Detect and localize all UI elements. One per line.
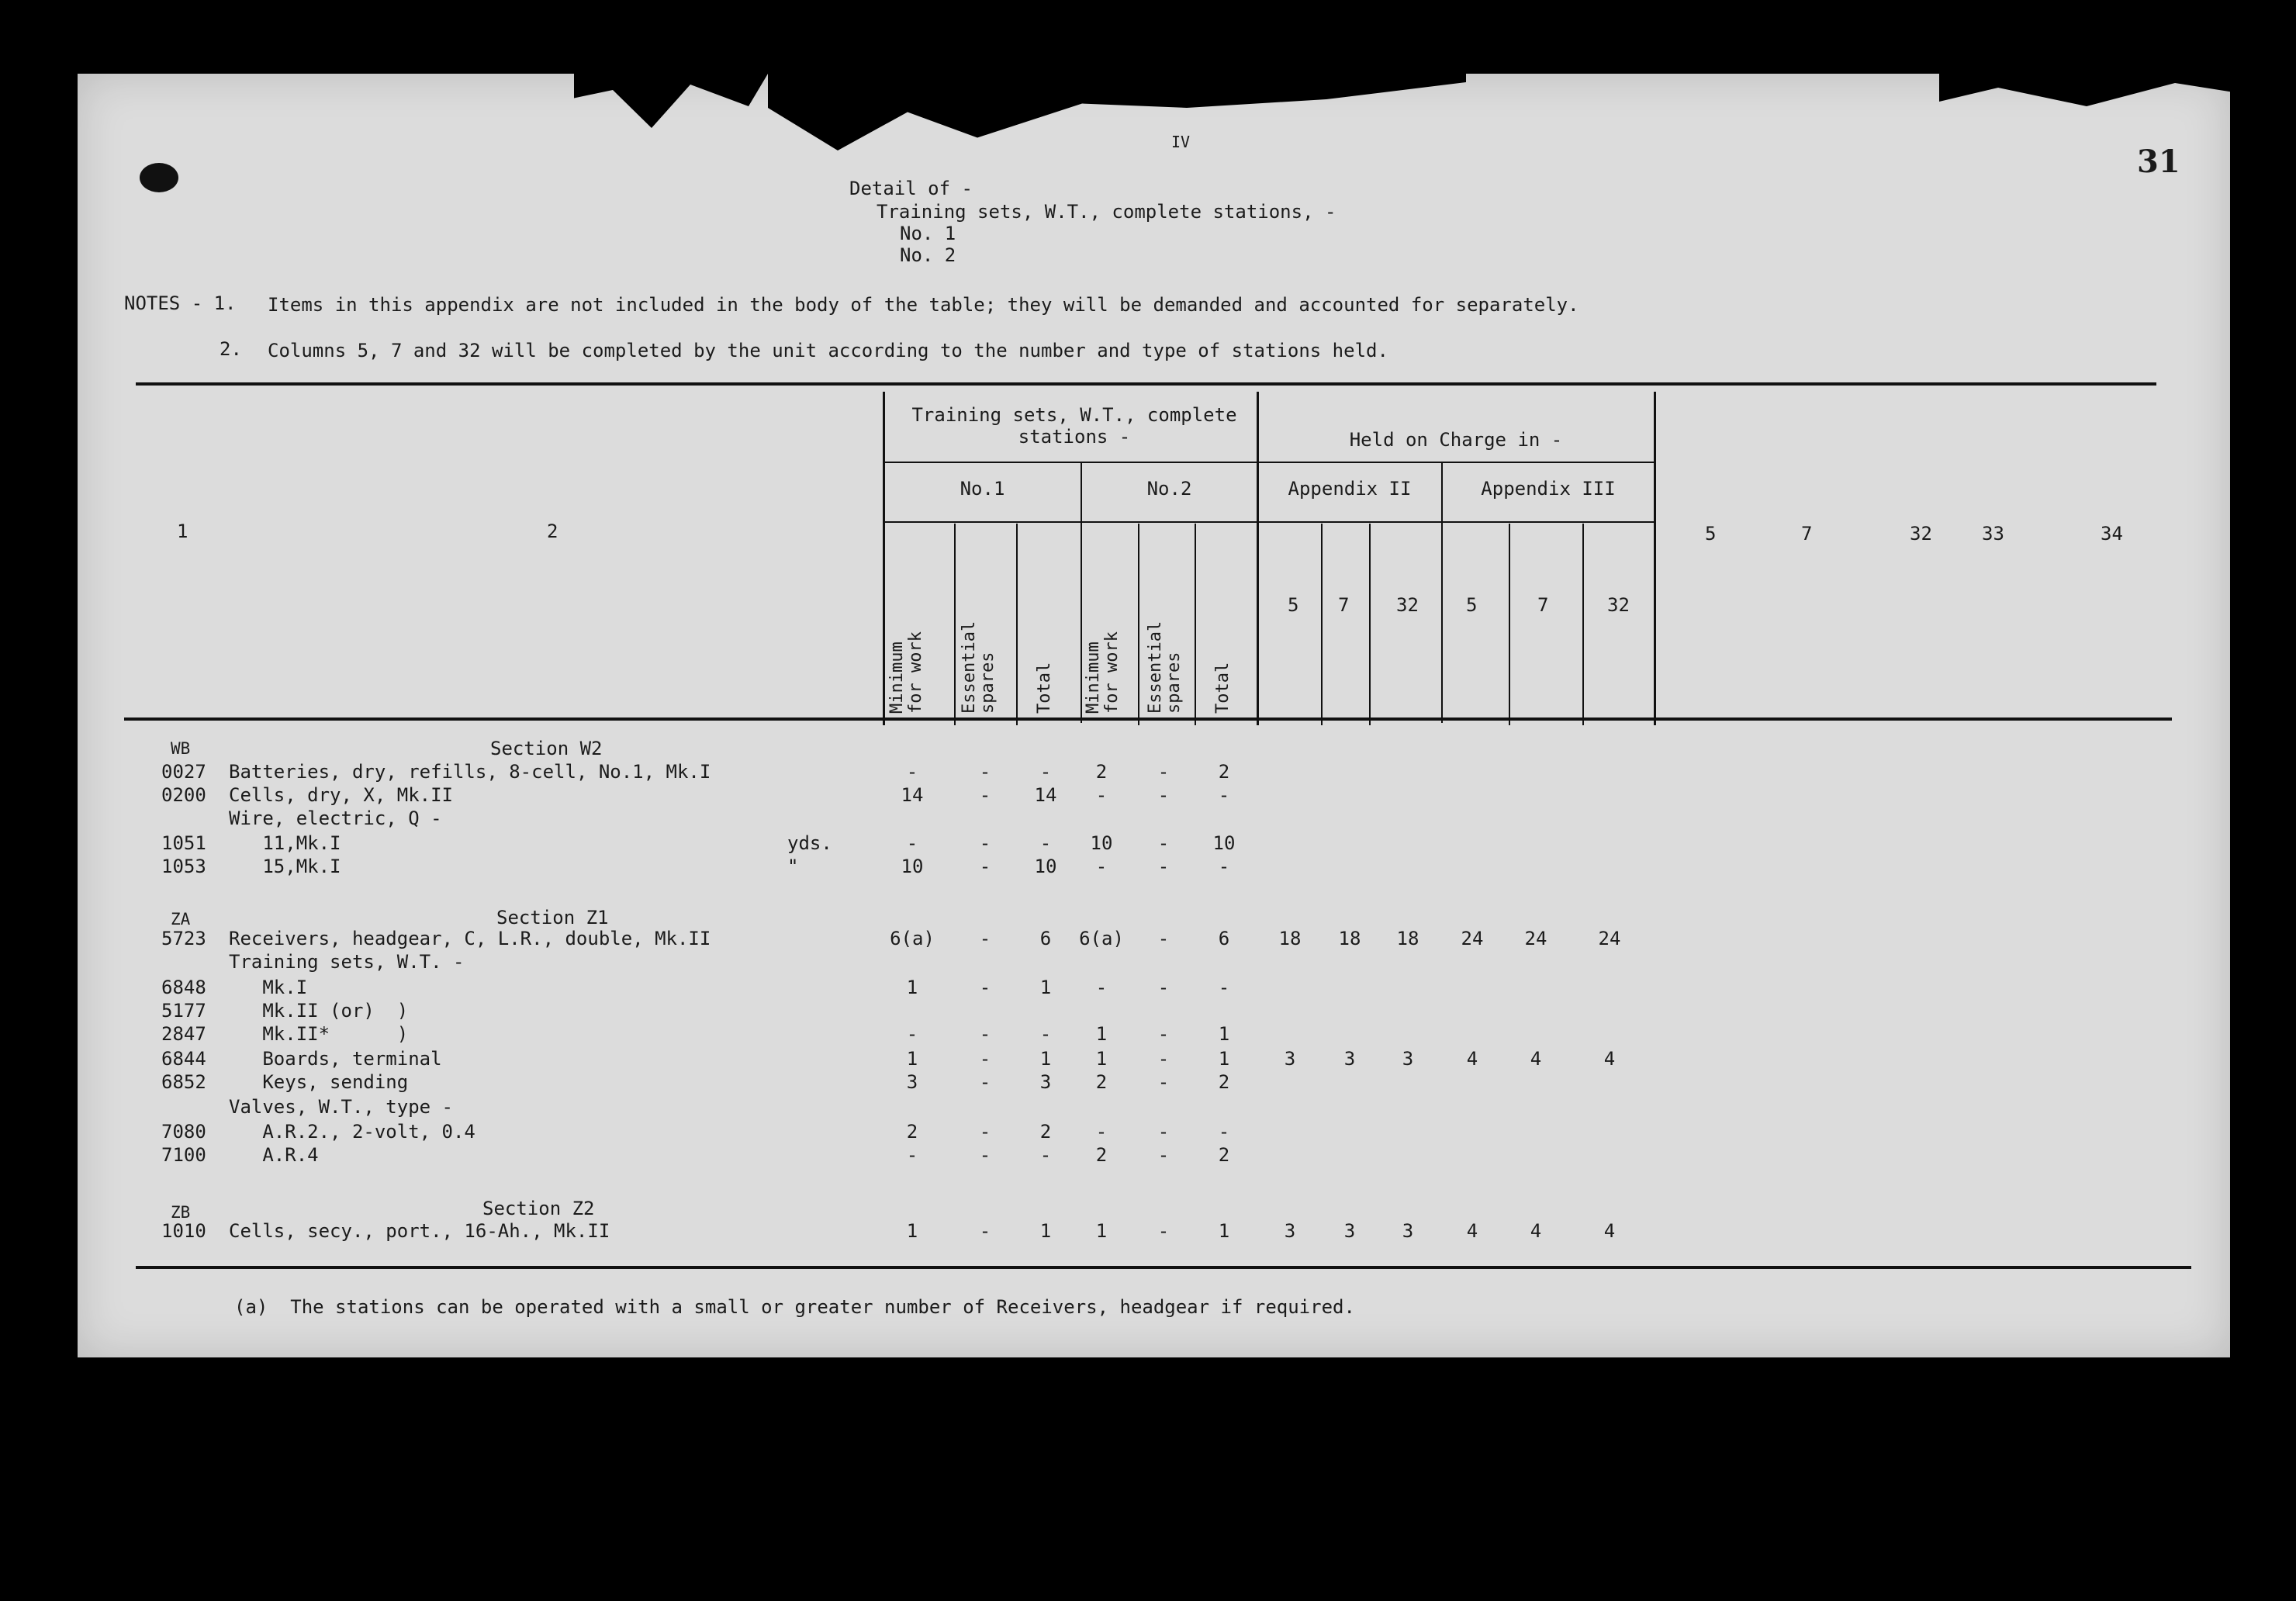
quantity-cell: 2 <box>1218 761 1230 783</box>
appendix-2-header: Appendix II <box>1288 478 1412 500</box>
app2-col-7: 7 <box>1338 594 1350 616</box>
held-quantity-cell: 4 <box>1603 1220 1616 1242</box>
quantity-cell: - <box>1095 856 1108 877</box>
quantity-cell: 2 <box>906 1121 918 1143</box>
column-1-header: 1 <box>177 520 188 542</box>
column-rule <box>1138 524 1139 725</box>
quantity-cell: - <box>1157 928 1170 949</box>
item-description: 11,Mk.I <box>229 832 341 854</box>
column-rule <box>1582 524 1584 725</box>
held-quantity-cell: 4 <box>1603 1048 1616 1070</box>
column-rule <box>1654 392 1656 725</box>
quantity-cell: - <box>1218 856 1230 877</box>
quantity-cell: - <box>1157 856 1170 877</box>
quantity-cell: 2 <box>1095 761 1108 783</box>
quantity-cell: - <box>979 761 991 783</box>
column-rule <box>1441 463 1443 723</box>
held-quantity-cell: 3 <box>1284 1048 1296 1070</box>
page-number: 31 <box>2137 144 2180 180</box>
ink-blot <box>140 163 178 192</box>
appendix-3-header: Appendix III <box>1481 478 1616 500</box>
quantity-cell: 1 <box>1218 1048 1230 1070</box>
quantity-cell: 1 <box>1095 1023 1108 1045</box>
top-mark: IV <box>1171 133 1191 151</box>
quantity-cell: 1 <box>1039 1048 1052 1070</box>
quantity-cell: 10 <box>1034 856 1057 877</box>
quantity-cell: 3 <box>1039 1071 1052 1093</box>
held-quantity-cell: 24 <box>1461 928 1484 949</box>
item-code: 1051 <box>161 832 206 854</box>
quantity-cell: 6 <box>1218 928 1230 949</box>
quantity-cell: - <box>1157 1144 1170 1166</box>
quantity-cell: 6(a) <box>890 928 935 949</box>
quantity-cell: - <box>979 1023 991 1045</box>
quantity-cell: - <box>1157 1071 1170 1093</box>
quantity-cell: 10 <box>1090 832 1113 854</box>
app2-col-5: 5 <box>1288 594 1299 616</box>
total-header: Total <box>1213 662 1233 714</box>
quantity-cell: - <box>906 761 918 783</box>
app3-col-5: 5 <box>1466 594 1478 616</box>
quantity-cell: - <box>1039 832 1052 854</box>
quantity-cell: - <box>979 784 991 806</box>
held-group-header: Held on Charge in - <box>1349 429 1563 451</box>
quantity-cell: - <box>979 977 991 998</box>
training-group-header: Training sets, W.T., complete <box>911 404 1237 426</box>
footnote: (a) The stations can be operated with a small or greater number of Receivers, headgear if required. <box>234 1296 1355 1318</box>
item-description: Cells, secy., port., 16-Ah., Mk.II <box>229 1220 610 1242</box>
column-rule <box>954 524 956 725</box>
item-code: 5723 <box>161 928 206 949</box>
column-rule <box>1369 524 1371 725</box>
quantity-cell: - <box>1095 977 1108 998</box>
total-header: Total <box>1035 662 1054 714</box>
quantity-cell: - <box>1157 1220 1170 1242</box>
table-bottom-rule <box>136 1266 2191 1269</box>
table-top-rule <box>136 382 2156 386</box>
quantity-cell: 14 <box>1034 784 1057 806</box>
item-description: A.R.4 <box>229 1144 319 1166</box>
quantity-cell: 2 <box>1218 1071 1230 1093</box>
min-for-work-header: Minimum for work <box>1084 631 1122 714</box>
quantity-cell: - <box>979 856 991 877</box>
held-quantity-cell: 24 <box>1524 928 1547 949</box>
section-code: WB <box>171 739 191 758</box>
app2-col-32: 32 <box>1396 594 1419 616</box>
quantity-cell: - <box>1218 977 1230 998</box>
item-code: 7080 <box>161 1121 206 1143</box>
item-description: Receivers, headgear, C, L.R., double, Mk.II <box>229 928 711 949</box>
held-quantity-cell: 18 <box>1278 928 1302 949</box>
column-34-header: 34 <box>2101 523 2123 545</box>
quantity-cell: 1 <box>1218 1220 1230 1242</box>
held-quantity-cell: 3 <box>1343 1220 1356 1242</box>
item-code: 6844 <box>161 1048 206 1070</box>
quantity-cell: 10 <box>901 856 924 877</box>
quantity-cell: 1 <box>1039 1220 1052 1242</box>
note-1: Items in this appendix are not included in the body of the table; they will be demanded and accounted for separately. <box>268 294 1579 316</box>
item-description: Mk.I <box>229 977 308 998</box>
quantity-cell: - <box>979 832 991 854</box>
quantity-cell: - <box>1157 832 1170 854</box>
essential-spares-header: Essential spares <box>1146 621 1184 714</box>
column-32-header: 32 <box>1910 523 1932 545</box>
held-quantity-cell: 18 <box>1396 928 1419 949</box>
section-code: ZB <box>171 1203 191 1222</box>
item-description: Boards, terminal <box>229 1048 442 1070</box>
quantity-cell: 1 <box>1039 977 1052 998</box>
quantity-cell: - <box>1095 1121 1108 1143</box>
no1-heading: No. 1 <box>900 223 956 244</box>
note-2: Columns 5, 7 and 32 will be completed by the unit according to the number and type of stations held. <box>268 340 1388 361</box>
section-title: Section W2 <box>490 738 603 759</box>
section-code: ZA <box>171 910 191 928</box>
held-quantity-cell: 4 <box>1466 1220 1478 1242</box>
quantity-cell: 1 <box>1218 1023 1230 1045</box>
quantity-cell: - <box>979 1144 991 1166</box>
item-code: 0027 <box>161 761 206 783</box>
column-7-header: 7 <box>1801 523 1813 545</box>
item-description: Mk.II (or) ) <box>229 1000 409 1022</box>
column-5-header: 5 <box>1705 523 1717 545</box>
essential-spares-header: Essential spares <box>960 621 998 714</box>
training-sets-heading: Training sets, W.T., complete stations, - <box>877 201 1336 223</box>
column-rule <box>1321 524 1323 725</box>
quantity-cell: - <box>979 1220 991 1242</box>
column-2-header: 2 <box>547 520 558 542</box>
quantity-cell: 1 <box>1095 1048 1108 1070</box>
held-quantity-cell: 24 <box>1598 928 1621 949</box>
quantity-cell: - <box>979 1071 991 1093</box>
quantity-cell: 1 <box>906 977 918 998</box>
header-bottom-rule <box>124 718 2172 721</box>
section-title: Section Z2 <box>482 1198 595 1219</box>
quantity-cell: 2 <box>1039 1121 1052 1143</box>
held-quantity-cell: 3 <box>1343 1048 1356 1070</box>
item-description: A.R.2., 2-volt, 0.4 <box>229 1121 475 1143</box>
quantity-cell: 1 <box>906 1048 918 1070</box>
note-2-number: 2. <box>220 338 242 360</box>
quantity-cell: 6 <box>1039 928 1052 949</box>
quantity-cell: - <box>1039 1023 1052 1045</box>
item-description: Valves, W.T., type - <box>229 1096 453 1118</box>
item-description: Keys, sending <box>229 1071 409 1093</box>
held-quantity-cell: 4 <box>1466 1048 1478 1070</box>
quantity-cell: - <box>1039 1144 1052 1166</box>
quantity-cell: - <box>979 1048 991 1070</box>
column-rule <box>1016 524 1018 725</box>
item-code: 1053 <box>161 856 206 877</box>
item-code: 5177 <box>161 1000 206 1022</box>
quantity-cell: 14 <box>901 784 924 806</box>
training-group-header-2: stations - <box>1018 426 1131 448</box>
column-rule <box>883 392 885 725</box>
quantity-cell: 6(a) <box>1079 928 1124 949</box>
notes-label: NOTES - 1. <box>124 292 237 314</box>
held-quantity-cell: 3 <box>1402 1048 1414 1070</box>
column-rule <box>1195 524 1196 725</box>
quantity-cell: - <box>1157 1023 1170 1045</box>
quantity-cell: - <box>906 1023 918 1045</box>
held-quantity-cell: 3 <box>1402 1220 1414 1242</box>
quantity-cell: 1 <box>1095 1220 1108 1242</box>
quantity-cell: - <box>1157 784 1170 806</box>
quantity-cell: - <box>1157 1121 1170 1143</box>
held-quantity-cell: 18 <box>1338 928 1361 949</box>
quantity-cell: - <box>1095 784 1108 806</box>
app3-col-7: 7 <box>1537 594 1549 616</box>
held-quantity-cell: 3 <box>1284 1220 1296 1242</box>
quantity-cell: - <box>1157 761 1170 783</box>
quantity-cell: - <box>979 1121 991 1143</box>
quantity-cell: - <box>1157 977 1170 998</box>
item-description: Wire, electric, Q - <box>229 807 442 829</box>
quantity-cell: - <box>979 928 991 949</box>
no2-header: No.2 <box>1146 478 1192 500</box>
column-33-header: 33 <box>1982 523 2004 545</box>
item-code: 2847 <box>161 1023 206 1045</box>
min-for-work-header: Minimum for work <box>887 631 925 714</box>
item-code: 6848 <box>161 977 206 998</box>
app3-col-32: 32 <box>1607 594 1630 616</box>
item-description: 15,Mk.I <box>229 856 341 877</box>
quantity-cell: - <box>906 1144 918 1166</box>
section-title: Section Z1 <box>496 907 609 928</box>
no1-header: No.1 <box>960 478 1005 500</box>
item-code: 6852 <box>161 1071 206 1093</box>
quantity-cell: 2 <box>1095 1071 1108 1093</box>
quantity-cell: - <box>1218 784 1230 806</box>
detail-of-heading: Detail of - <box>849 178 973 199</box>
item-code: 1010 <box>161 1220 206 1242</box>
held-quantity-cell: 4 <box>1530 1220 1542 1242</box>
quantity-cell: - <box>1157 1048 1170 1070</box>
quantity-cell: - <box>1039 761 1052 783</box>
item-unit: " <box>787 856 799 877</box>
no2-heading: No. 2 <box>900 244 956 266</box>
column-rule <box>1081 463 1082 723</box>
item-code: 7100 <box>161 1144 206 1166</box>
rule <box>883 521 1655 523</box>
quantity-cell: - <box>906 832 918 854</box>
quantity-cell: 1 <box>906 1220 918 1242</box>
quantity-cell: - <box>1218 1121 1230 1143</box>
held-quantity-cell: 4 <box>1530 1048 1542 1070</box>
item-unit: yds. <box>787 832 832 854</box>
rule <box>883 462 1655 463</box>
item-description: Mk.II* ) <box>229 1023 409 1045</box>
quantity-cell: 3 <box>906 1071 918 1093</box>
column-rule <box>1509 524 1510 725</box>
item-description: Batteries, dry, refills, 8-cell, No.1, Mk.I <box>229 761 711 783</box>
item-description: Cells, dry, X, Mk.II <box>229 784 453 806</box>
item-code: 0200 <box>161 784 206 806</box>
quantity-cell: 2 <box>1218 1144 1230 1166</box>
item-description: Training sets, W.T. - <box>229 951 465 973</box>
quantity-cell: 10 <box>1212 832 1236 854</box>
quantity-cell: 2 <box>1095 1144 1108 1166</box>
